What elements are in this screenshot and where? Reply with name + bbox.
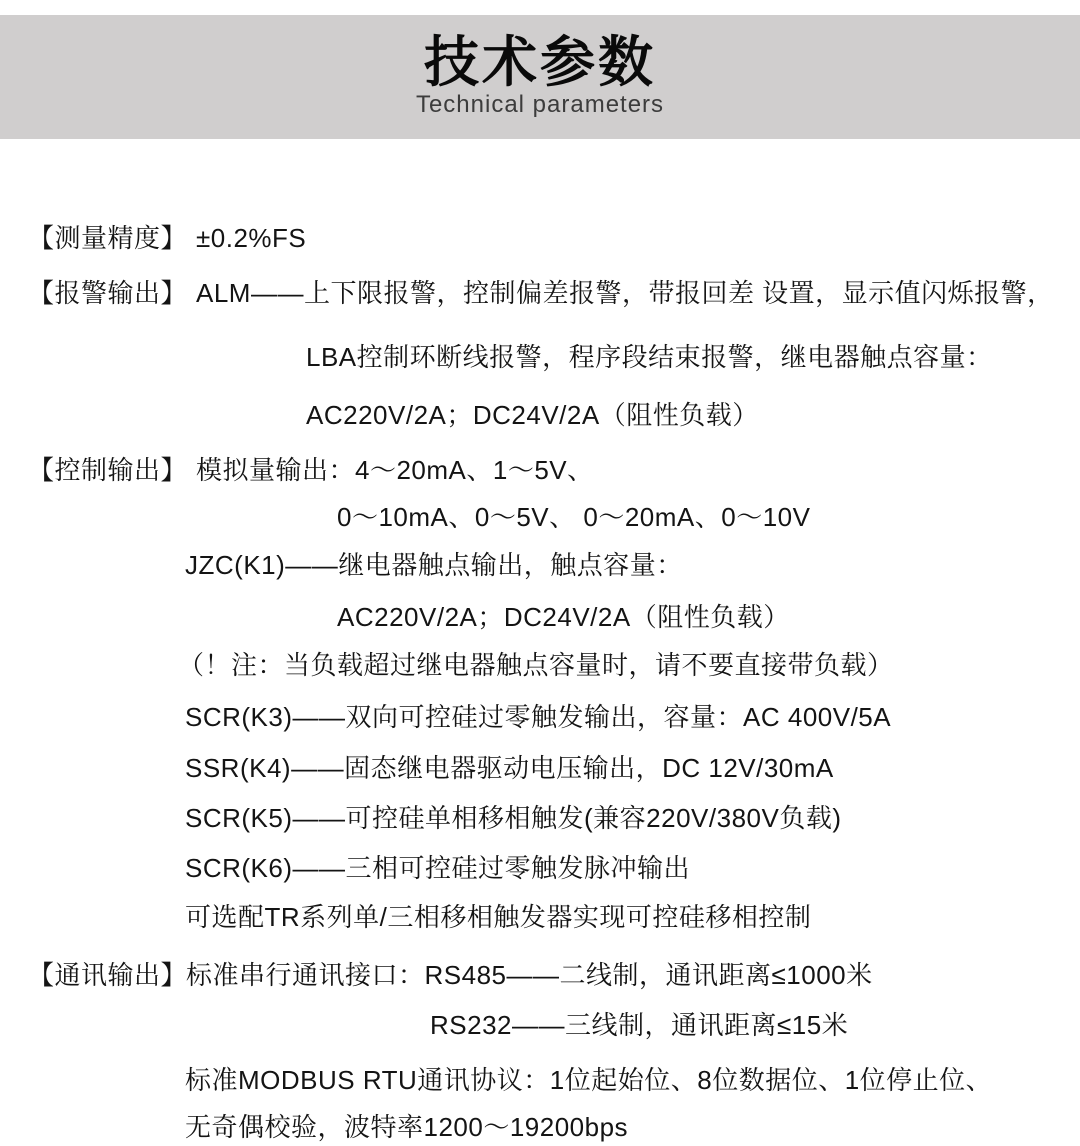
spec-text: SSR(K4)——固态继电器驱动电压输出，DC 12V/30mA xyxy=(185,753,834,783)
spec-label: 【通讯输出】 xyxy=(28,960,188,990)
page-subtitle: Technical parameters xyxy=(415,91,665,118)
page-title: 技术参数 xyxy=(423,31,656,93)
spec-row-accuracy xyxy=(28,218,306,258)
spec-text: 无奇偶校验，波特率1200～19200bps xyxy=(185,1112,629,1142)
spec-row xyxy=(185,848,690,888)
spec-label: 【控制输出】 xyxy=(28,455,188,485)
spec-label: 【测量精度】 xyxy=(28,223,188,253)
spec-row xyxy=(185,897,811,937)
spec-text: SCR(K5)——可控硅单相移相触发(兼容220V/380V负载) xyxy=(185,803,842,833)
spec-text: AC220V/2A；DC24V/2A（阻性负载） xyxy=(306,400,759,430)
spec-row-note xyxy=(178,645,894,685)
spec-row-control-output xyxy=(28,450,594,490)
spec-row-alarm-output xyxy=(28,273,1054,313)
spec-row xyxy=(185,1107,628,1146)
spec-text: JZC(K1)——继电器触点输出，触点容量： xyxy=(185,550,683,580)
spec-text: SCR(K3)——双向可控硅过零触发输出，容量：AC 400V/5A xyxy=(185,702,892,732)
spec-text: （！注：当负载超过继电器触点容量时，请不要直接带负载） xyxy=(178,650,894,680)
spec-row xyxy=(185,697,891,737)
spec-text: 可选配TR系列单/三相移相触发器实现可控硅移相控制 xyxy=(185,902,812,932)
spec-row xyxy=(185,798,842,838)
spec-text: ALM——上下限报警，控制偏差报警，带报回差 设置，显示值闪烁报警， xyxy=(196,278,1054,308)
spec-row xyxy=(185,545,683,585)
spec-row xyxy=(337,597,790,637)
spec-text: SCR(K6)——三相可控硅过零触发脉冲输出 xyxy=(185,853,691,883)
spec-row xyxy=(185,1060,992,1100)
spec-row xyxy=(306,395,759,435)
spec-text: 模拟量输出：4～20mA、1～5V、 xyxy=(196,455,594,485)
spec-text: 标准串行通讯接口：RS485——二线制，通讯距离≤1000米 xyxy=(186,960,873,990)
spec-row xyxy=(337,497,810,537)
spec-row xyxy=(185,748,834,788)
spec-text: 标准MODBUS RTU通讯协议：1位起始位、8位数据位、1位停止位、 xyxy=(185,1065,993,1095)
spec-text: 0～10mA、0～5V、 0～20mA、0～10V xyxy=(337,502,811,532)
spec-row xyxy=(430,1005,848,1045)
spec-text: AC220V/2A；DC24V/2A（阻性负载） xyxy=(337,602,790,632)
spec-text: RS232——三线制，通讯距离≤15米 xyxy=(430,1010,849,1040)
spec-label: 【报警输出】 xyxy=(28,278,188,308)
spec-row xyxy=(306,337,993,377)
spec-text: LBA控制环断线报警，程序段结束报警，继电器触点容量： xyxy=(306,342,993,372)
spec-text: ±0.2%FS xyxy=(196,223,307,253)
spec-row-comm-output xyxy=(28,955,873,995)
